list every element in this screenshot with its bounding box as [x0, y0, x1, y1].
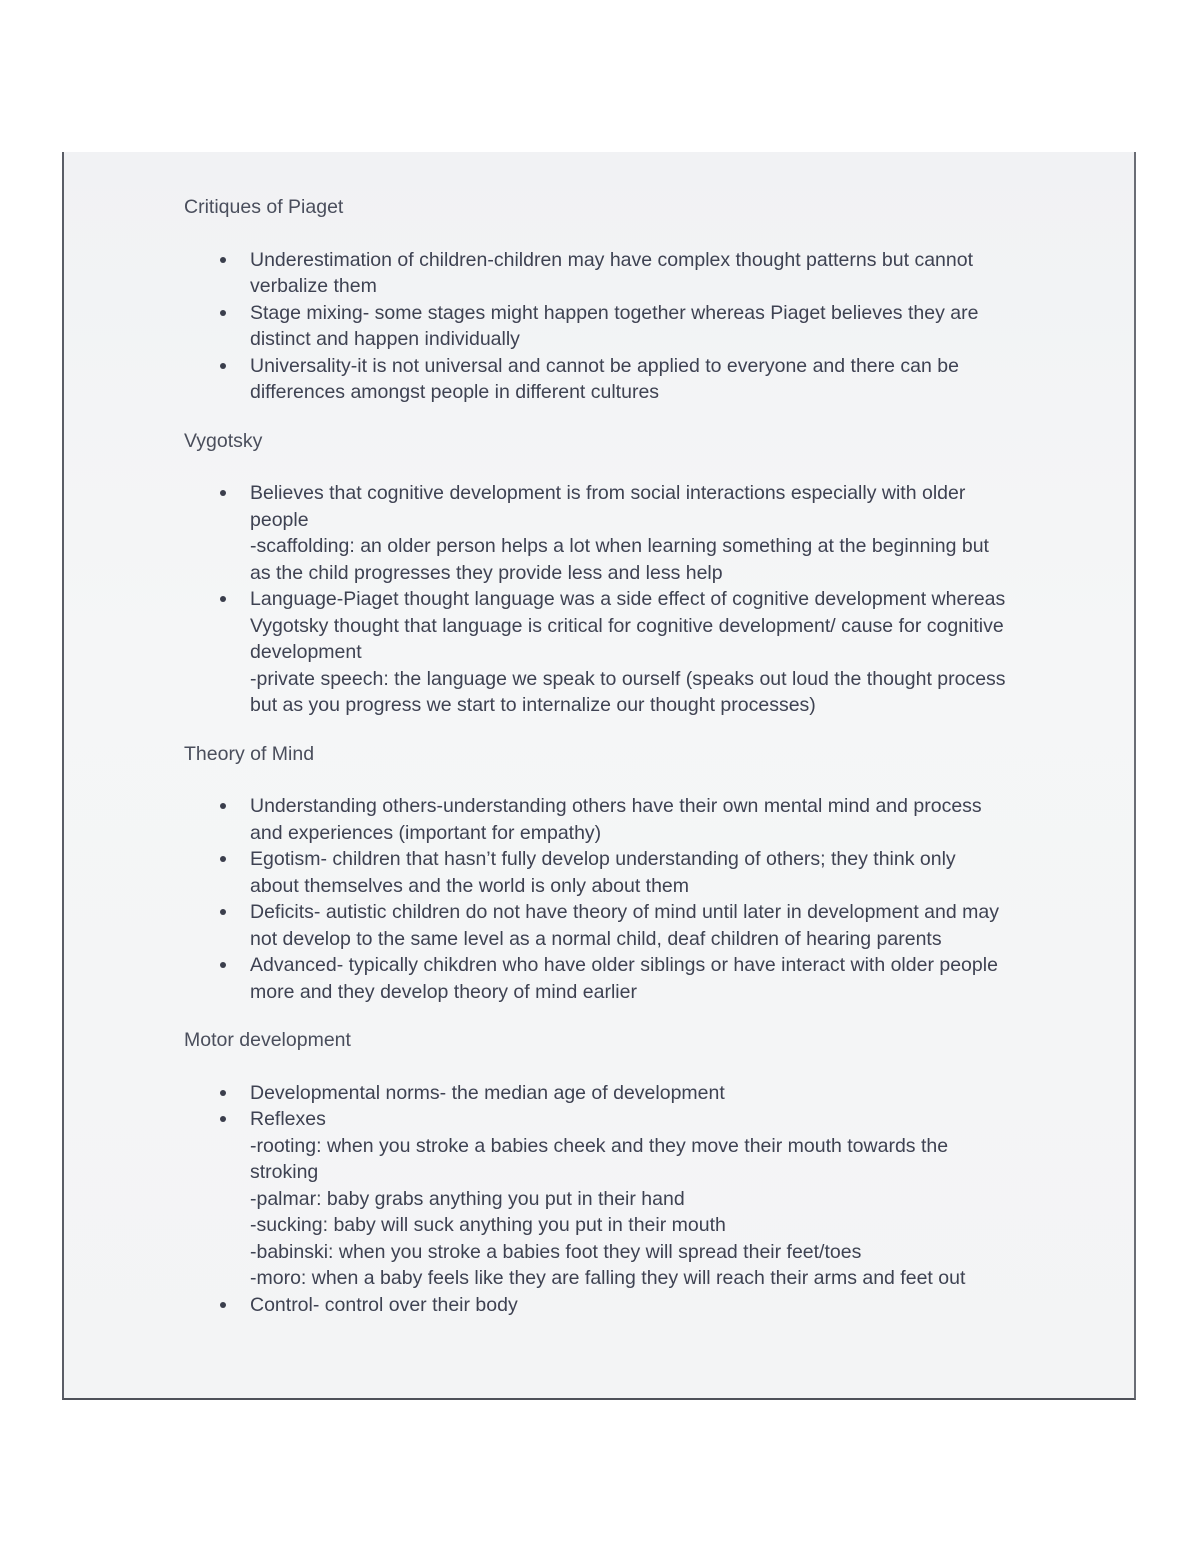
bullet-dot-icon: [220, 310, 226, 316]
bullet-dot-icon: [220, 490, 226, 496]
bullet-item: [250, 300, 1024, 353]
section-heading: Motor development: [184, 1029, 351, 1051]
bullet-dot-icon: [220, 257, 226, 263]
document-content: [184, 194, 1024, 1340]
bullet-item: [250, 793, 1024, 846]
bullet-text-line: Deficits- autistic children do not have theory of mind until later in development and may: [250, 901, 999, 923]
bullet-list: [184, 793, 1024, 1005]
bullet-text-line: Developmental norms- the median age of development: [250, 1081, 725, 1104]
bullet-list: [184, 247, 1024, 406]
bullet-text-line: -private speech: the language we speak to ourself (speaks out loud the thought process: [250, 667, 1006, 690]
bullet-text-line: Reflexes: [250, 1108, 326, 1130]
bullet-item: [250, 899, 1024, 952]
bullet-dot-icon: [220, 363, 226, 369]
bullet-item: [250, 480, 1024, 586]
bullet-text-line: more and they develop theory of mind earlier: [250, 980, 637, 1003]
bullet-text-line: Control- control over their body: [250, 1293, 518, 1316]
document-page: [62, 152, 1136, 1400]
section-heading: Vygotsky: [184, 429, 263, 452]
section: [184, 741, 1024, 1006]
bullet-dot-icon: [220, 909, 226, 915]
bullet-text-line: Underestimation of children-children may have complex thought patterns but cannot: [250, 248, 973, 271]
bullet-dot-icon: [220, 962, 226, 968]
section-heading: Critiques of Piaget: [184, 196, 344, 218]
bullet-text-line: -babinski: when you stroke a babies foot they will spread their feet/toes: [250, 1240, 862, 1263]
bullet-text-line: as the child progresses they provide less and less help: [250, 561, 723, 584]
bullet-dot-icon: [220, 1116, 226, 1122]
bullet-text-line: -moro: when a baby feels like they are falling they will reach their arms and feet out: [250, 1267, 966, 1289]
bullet-text-line: differences amongst people in different cultures: [250, 381, 660, 403]
bullet-text-line: Advanced- typically chikdren who have older siblings or have interact with older people: [250, 954, 998, 976]
section: [184, 1027, 1024, 1318]
bullet-dot-icon: [220, 856, 226, 862]
bullet-item: [250, 846, 1024, 899]
bullet-text-line: people: [250, 508, 309, 531]
bullet-item: [250, 1292, 1024, 1319]
bullet-item: [250, 1106, 1024, 1292]
bullet-item: [250, 1080, 1024, 1107]
bullet-item: [250, 353, 1024, 406]
bullet-list: [184, 1080, 1024, 1319]
bullet-text-line: stroking: [250, 1161, 319, 1183]
bullet-item: [250, 952, 1024, 1005]
section: [184, 428, 1024, 719]
bullet-text-line: and experiences (important for empathy): [250, 821, 602, 844]
bullet-item: [250, 247, 1024, 300]
bullet-text-line: development: [250, 641, 362, 663]
bullet-text-line: Believes that cognitive development is from social interactions especially with older: [250, 482, 966, 504]
bullet-text-line: Stage mixing- some stages might happen together whereas Piaget believes they are: [250, 301, 979, 324]
bullet-text-line: distinct and happen individually: [250, 328, 520, 350]
bullet-text-line: -sucking: baby will suck anything you put in their mouth: [250, 1214, 726, 1236]
bullet-text-line: Universality-it is not universal and cannot be applied to everyone and there can be: [250, 354, 959, 377]
bullet-dot-icon: [220, 803, 226, 809]
bullet-text-line: Language-Piaget thought language was a side effect of cognitive development whereas: [250, 588, 1006, 610]
bullet-text-line: -scaffolding: an older person helps a lot when learning something at the beginning but: [250, 535, 989, 557]
bullet-text-line: -palmar: baby grabs anything you put in their hand: [250, 1187, 685, 1210]
bullet-dot-icon: [220, 1090, 226, 1096]
bullet-dot-icon: [220, 596, 226, 602]
bullet-text-line: about themselves and the world is only about them: [250, 874, 690, 897]
bullet-list: [184, 480, 1024, 719]
bullet-dot-icon: [220, 1302, 226, 1308]
bullet-text-line: Understanding others-understanding others have their own mental mind and process: [250, 795, 982, 817]
bullet-text-line: -rooting: when you stroke a babies cheek and they move their mouth towards the: [250, 1134, 949, 1157]
bullet-item: [250, 586, 1024, 719]
section: [184, 194, 1024, 406]
bullet-text-line: not develop to the same level as a normal child, deaf children of hearing parents: [250, 927, 942, 950]
bullet-text-line: but as you progress we start to internalize our thought processes): [250, 694, 816, 716]
section-heading: Theory of Mind: [184, 742, 315, 765]
bullet-text-line: Egotism- children that hasn’t fully develop understanding of others; they think only: [250, 848, 956, 870]
bullet-text-line: Vygotsky thought that language is critical for cognitive development/ cause for cognitive: [250, 614, 1004, 637]
bullet-text-line: verbalize them: [250, 275, 377, 297]
